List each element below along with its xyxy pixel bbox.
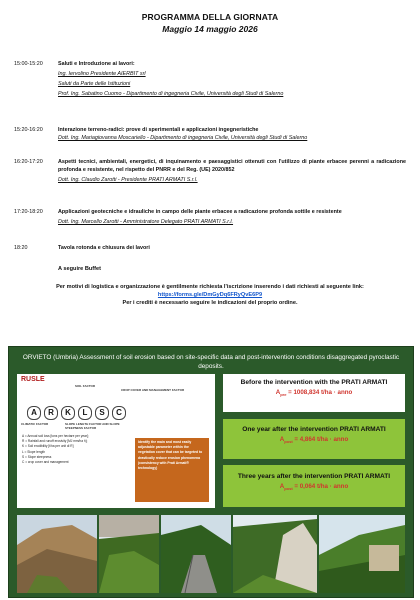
schedule-item (14, 208, 406, 238)
schedule-time: 17:20-18:20 (14, 209, 43, 215)
schedule-title: Aspetti tecnici, ambientali, energetici, di inquinamento e paesaggistici ottenuti con l'utilizzo di piante erbacee perenni a radicazione profonda e resistente, nel rispetto del PNRR e del Reg. (UE) 2020/852 (58, 159, 406, 173)
stat-value: $A_{post} = 0,064$ t/ha · anno (279, 483, 349, 492)
schedule-speaker: Ing. Iervolino Presidente AIERBIT srl (58, 71, 146, 77)
schedule-time: 15:00-15:20 (14, 61, 43, 67)
schedule-title: Tavola rotonda e chiusura dei lavori (58, 245, 150, 251)
site-photo (17, 515, 97, 593)
equation-letter: L (78, 406, 92, 420)
schedule-speaker: Saluti da Parte delle Istituzioni (58, 81, 131, 87)
site-photo (233, 515, 317, 593)
equation-letter: K (61, 406, 75, 420)
page-header (0, 12, 420, 34)
page-title: PROGRAMMA DELLA GIORNATA (141, 12, 279, 22)
stat-one-year (223, 419, 405, 459)
stat-title: Before the intervention with the PRATI ARMATI (240, 379, 388, 386)
legend-line: R = Rainfall and runoff erosivity [MJ mm/ha h]; (22, 439, 88, 444)
stat-before (223, 374, 405, 412)
schedule-item (14, 60, 406, 108)
climatic-factor-label: CLIMATIC FACTOR (21, 422, 49, 426)
rusle-diagram (17, 374, 215, 508)
site-photo (319, 515, 405, 593)
schedule-speaker: Prof. Ing. Sabatino Cuomo - Dipartimento di ingegneria Civile, Università degli Studi di Salerno (58, 91, 284, 97)
rusle-legend (22, 434, 132, 465)
legend-line: A = Annual soil loss [tons per hectare per year]; (22, 434, 89, 438)
equation-letter: R (44, 406, 58, 420)
schedule-title: Saluti e Introduzione ai lavori: (58, 61, 135, 67)
equation-letter: A (27, 406, 41, 420)
stat-value: $A_{post} = 4,864$ t/ha · anno (279, 436, 349, 445)
schedule-title: Applicazioni geotecniche e idrauliche in campo delle piante erbacee a radicazione profonda sottile e resistente (58, 209, 342, 215)
page-date: Maggio 14 maggio 2026 (162, 24, 258, 34)
credits-text: Per i crediti è necessario seguire le indicazioni del proprio ordine. (122, 300, 298, 306)
rusle-note: Identify the main and most easily adjustable parameter within the vegetation cover that can be targeted to drastically reduce erosion phenomena (consistency with Prati Armati® technology) (135, 438, 209, 502)
legend-line: L = Slope length (22, 449, 46, 454)
soil-factor-label: SOIL FACTOR (75, 384, 96, 388)
stat-three-years (223, 465, 405, 507)
stat-value: $A_{pre} = 1008,834$ t/ha · anno (275, 389, 353, 398)
rusle-title: RUSLE (21, 376, 45, 383)
schedule-speaker: Dott. Ing. Mariagiovanna Moscariello - Dipartimento di ingegneria Civile, Università degli Studi di Salerno (58, 135, 308, 141)
banner-title: ORVIETO (Umbria) Assessment of soil erosion based on site-specific data and post-intervention conditions disaggregated pyroclastic deposits. (22, 354, 400, 370)
legend-line: K = Soil erodibility [t/ha per unit di R] (22, 444, 74, 449)
site-photo (99, 515, 159, 593)
equation-letter: S (95, 406, 109, 420)
buffet-note: A seguire Buffet (58, 266, 101, 272)
registration-text: Per motivi di logistica e organizzazione è gentilmente richiesta l'iscrizione inserendo i dati richiesti al seguente link: (56, 284, 364, 290)
erosion-banner (8, 346, 414, 598)
schedule-item (14, 158, 406, 204)
schedule-time: 16:20-17:20 (14, 159, 43, 165)
schedule-speaker: Dott. Ing. Marcello Zarotti - Amministratore Delegato PRATI ARMATI S.r.l. (58, 219, 234, 225)
legend-line: S = Slope steepness (22, 454, 52, 459)
registration-notice (14, 283, 406, 307)
schedule-item (14, 126, 406, 146)
stat-title: Three years after the intervention PRATI ARMATI (237, 473, 391, 480)
site-photo (161, 515, 231, 593)
schedule-time: 18:20 (14, 245, 28, 251)
registration-link[interactable]: https://forms.gle/DmGyDq6FRyQvE6P9 (157, 292, 263, 298)
schedule-item (14, 244, 406, 254)
schedule-time: 15:20-16:20 (14, 127, 43, 133)
site-photos (17, 515, 405, 593)
equation-letter: C (112, 406, 126, 420)
schedule-speaker: Dott. Ing. Claudio Zarotti - Presidente PRATI ARMATI S.r.l. (58, 177, 198, 183)
rusle-equation (27, 406, 129, 420)
legend-line: C = crop cover and management (22, 460, 69, 465)
stat-title: One year after the intervention PRATI ARMATI (242, 426, 386, 433)
schedule-title: Interazione terreno-radici: prove di sperimentali e applicazioni ingegneristiche (58, 127, 259, 133)
crop-factor-label: CROP COVER AND MANAGEMENT FACTOR (121, 388, 185, 392)
slope-factor-label: SLOPE LENGTH FACTOR AND SLOPE STEEPNESS FACTOR (65, 422, 120, 430)
